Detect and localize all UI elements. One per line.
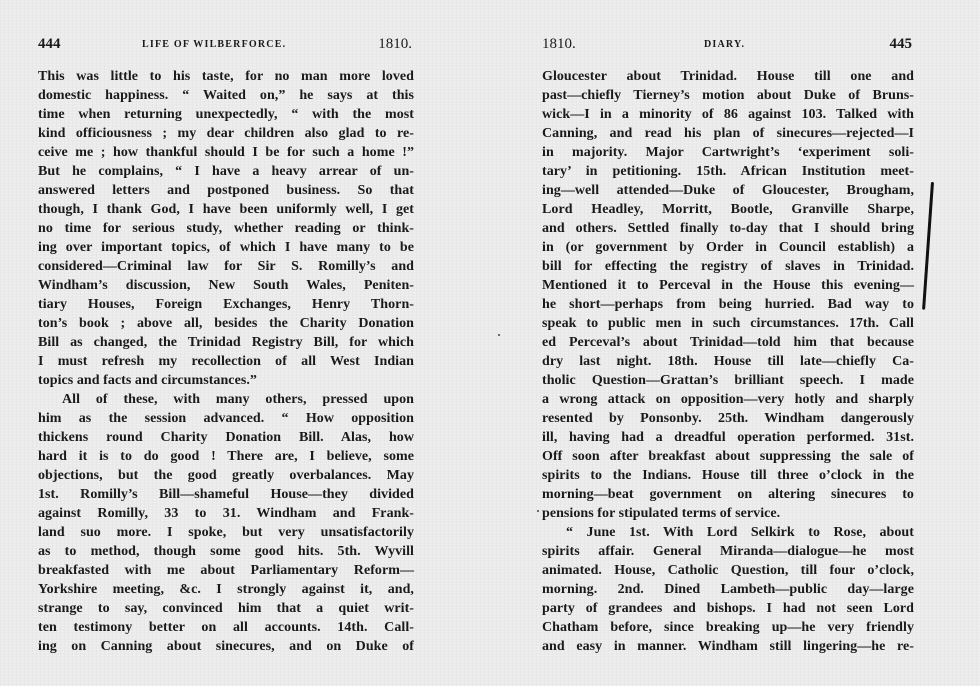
text-line: Mentioned it to Perceval in the House this evening— [542, 278, 914, 293]
text-line: breakfasted with me about Parliamentary Reform— [38, 563, 414, 578]
text-line: against Romilly, 33 to 31. Windham and Frank- [38, 506, 414, 521]
text-line: speak to public men in such circumstances. 17th. Call [542, 316, 914, 331]
text-line: Off soon after breakfast about suppressing the sale of [542, 449, 914, 464]
text-line: Canning, and read his plan of sinecures—rejected—I [542, 126, 914, 141]
text-line: land suo more. I spoke, but very unsatisfactorily [38, 525, 414, 540]
text-line: spirits affair. General Miranda—dialogue—he most [542, 544, 914, 559]
left-body-text [38, 67, 414, 656]
left-running-head [38, 36, 414, 56]
text-line: Bill as changed, the Trinidad Registry Bill, for which [38, 335, 414, 350]
running-title-diary: DIARY. [704, 39, 746, 50]
text-line: Yorkshire meeting, &c. I strongly against it, and, [38, 582, 414, 597]
text-line: Chatham before, since breaking up—he very friendly [542, 620, 914, 635]
text-line: thickens round Charity Donation Bill. Alas, how [38, 430, 414, 445]
text-line: he short—perhaps from being hurried. Bad way to [542, 297, 914, 312]
text-line: I must refresh my recollection of all West Indian [38, 354, 414, 369]
page-number-445: 445 [889, 36, 912, 52]
text-line: him as the session advanced. “ How opposition [38, 411, 414, 426]
text-line: But he complains, “ I have a heavy arrear of un- [38, 164, 414, 179]
text-line: ed Perceval’s about Trinidad—told him that because [542, 335, 914, 350]
text-line: topics and facts and circumstances.” [38, 373, 257, 388]
right-body-text [542, 67, 914, 656]
text-line: morning—beat government on altering sinecures to [542, 487, 914, 502]
text-line: ing—well attended—Duke of Gloucester, Brougham, [542, 183, 914, 198]
text-line: ing on Canning about sinecures, and on Duke of [38, 639, 414, 654]
text-line: tholic Question—Grattan’s brilliant speech. I made [542, 373, 914, 388]
text-line: objections, but the good greatly overbalances. May [38, 468, 414, 483]
text-line: tiary Houses, Foreign Exchanges, Henry Thorn- [38, 297, 414, 312]
text-line: in majority. Major Cartwright’s ‘experiment soli- [542, 145, 914, 160]
text-line: wick—I in a minority of 86 against 103. Talked with [542, 107, 914, 122]
text-line: Gloucester about Trinidad. House till one and [542, 69, 914, 84]
text-line: bill for effecting the registry of slaves in Trinidad. [542, 259, 914, 274]
text-line: spirits to the Indians. House till three o’clock in the [542, 468, 914, 483]
running-year: 1810. [378, 36, 412, 52]
text-line: party of grandees and bishops. I had not seen Lord [542, 601, 914, 616]
text-line: and others. Settled finally to-day that I should bring [542, 221, 914, 236]
text-line: past—chiefly Tierney’s motion about Duke of Bruns- [542, 88, 914, 103]
right-running-head [542, 36, 914, 56]
text-line: morning. 2nd. Dined Lambeth—public day—large [542, 582, 914, 597]
text-line: pensions for stipulated terms of service. [542, 506, 781, 521]
text-line: tary’ in petitioning. 15th. African Institution meet- [542, 164, 914, 179]
margin-pencil-mark [922, 182, 934, 310]
text-line: 1st. Romilly’s Bill—shameful House—they divided [38, 487, 414, 502]
text-line: in (or government by Order in Council establish) a [542, 240, 914, 255]
text-line: hard it is to do good ! There are, I believe, some [38, 449, 414, 464]
text-line: considered—Criminal law for Sir S. Romilly’s and [38, 259, 414, 274]
text-line: This was little to his taste, for no man more loved [38, 69, 414, 84]
text-line: and easy in manner. Windham still lingering—he re- [542, 639, 914, 654]
text-line: answered letters and postponed business. So that [38, 183, 414, 198]
text-line: ing over important topics, of which I have many to be [38, 240, 414, 255]
page-number-444: 444 [38, 36, 61, 52]
text-line: resented by Ponsonby. 25th. Windham dangerously [542, 411, 914, 426]
text-line-paragraph-start: “ June 1st. With Lord Selkirk to Rose, about [566, 525, 914, 540]
text-line: strange to say, convinced him that a quiet writ- [38, 601, 414, 616]
text-line: as to method, though some good hits. 5th. Wyvill [38, 544, 414, 559]
text-line: ceive me ; how thankful should I be for such a home !” [38, 145, 414, 160]
text-line-paragraph-start: All of these, with many others, pressed upon [62, 392, 414, 407]
text-line: though, I thank God, I have been uniformly well, I get [38, 202, 414, 217]
text-line: domestic happiness. “ Waited on,” he says at this [38, 88, 414, 103]
text-line: Lord Headley, Morritt, Bootle, Granville Sharpe, [542, 202, 914, 217]
text-line: kind officiousness ; my dear children also glad to re- [38, 126, 414, 141]
text-line: ten testimony better on all accounts. 14th. Call- [38, 620, 414, 635]
text-line: time when returning unexpectedly, “ with the most [38, 107, 414, 122]
stray-ink-dot [537, 510, 539, 512]
running-year: 1810. [542, 36, 576, 52]
text-line: dry last night. 18th. House till late—chiefly Ca- [542, 354, 914, 369]
text-line: no time for serious study, whether reading or think- [38, 221, 414, 236]
text-line: ill, having had a dreadful operation performed. 31st. [542, 430, 914, 445]
text-line: ton’s book ; above all, besides the Charity Donation [38, 316, 414, 331]
text-line: a wrong attack on opposition—very hotly and sharply [542, 392, 914, 407]
text-line: Windham’s discussion, New South Wales, Peniten- [38, 278, 414, 293]
running-title-life-of-wilberforce: LIFE OF WILBERFORCE. [142, 39, 287, 50]
text-line: animated. House, Catholic Question, till four o’clock, [542, 563, 914, 578]
stray-ink-dot [498, 334, 500, 336]
